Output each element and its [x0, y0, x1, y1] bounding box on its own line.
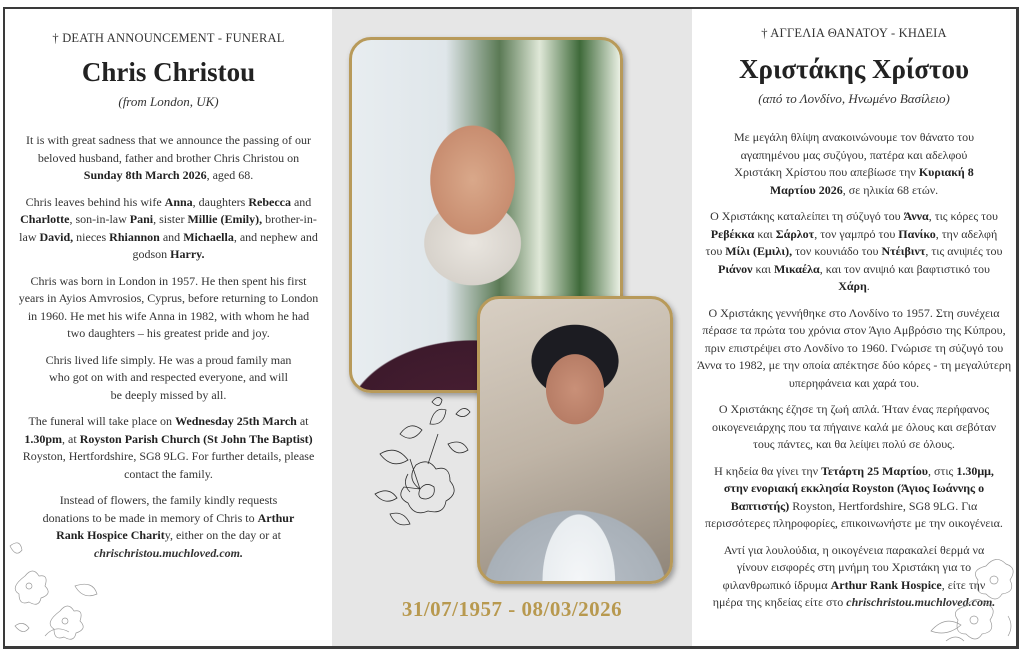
- life-paragraph: Ο Χριστάκης γεννήθηκε στο Λονδίνο το 1957. Στη συνέχεια πέρασε τα πρώτα του χρόνια στον Άγιο Αμβρόσιο της Κύπρου, πριν επιστρέψει στο Λονδίνο το 1960. Γνώρισε τη σύζυγό του Άννα το 1982, με την οποία απέκτησε δύο κόρες - τη μεγαλύτερη υπερηφάνεια και χαρά του.: [696, 305, 1012, 390]
- announcement-kicker: † DEATH ANNOUNCEMENT - FUNERAL: [52, 31, 285, 45]
- passing-paragraph: Με μεγάλη θλίψη ανακοινώνουμε τον θάνατο του αγαπημένου μας συζύγου, πατέρα και αδελφού Χριστάκη Χρίστου που απεβίωσε την Κυριακή 8 Μαρτίου 2026, σε ηλικία 68 ετών.: [733, 130, 975, 197]
- photo-panel: [332, 9, 692, 646]
- floral-line-art-icon: [360, 394, 480, 544]
- deceased-name: Chris Christou: [81, 57, 256, 87]
- floral-decoration-icon: [926, 536, 1016, 646]
- deceased-name: Χριστάκης Χρίστου: [739, 54, 969, 84]
- memorial-website-link[interactable]: chrischristou.muchloved.com.: [846, 595, 996, 609]
- announcement-frame: [3, 7, 1019, 649]
- character-paragraph: Ο Χριστάκης έζησε τη ζωή απλά. Ήταν ένας περήφανος οικογενειάρχης που τα πήγαινε καλά με όλους και σεβόταν τους πάντες, και θα λείψει πολύ σε όλους.: [711, 402, 997, 451]
- memorial-website-link[interactable]: chrischristou.muchloved.com.: [93, 545, 243, 560]
- life-paragraph: Chris was born in London in 1957. He then spent his first years in Ayios Amvrosios, Cyprus, before returning to London in 1960. He met his wife Anna in 1982, with whom he had two daughters – his greatest pride and joy.: [18, 273, 319, 340]
- funeral-paragraph: The funeral will take place on Wednesday 25th March at 1.30pm, at Royston Parish Church (St John The Baptist) Royston, Hertfordshire, SG8 9LG. For further details, please contact the family.: [22, 414, 315, 481]
- family-paragraph: Ο Χριστάκης καταλείπει τη σύζυγό του Άννα, τις κόρες του Ρεβέκκα και Σάρλοτ, τον γαμπρό του Πανίκο, την αδελφή του Μίλι (Εμιλι), τον κουνιάδο του Ντέιβιντ, τις ανιψιές του Ριάνον και Μικαέλα, και τον ανιψιό και βαφτιστικό του Χάρη.: [705, 209, 1003, 293]
- english-body: [5, 132, 332, 562]
- greek-column: [692, 9, 1016, 646]
- funeral-paragraph: Η κηδεία θα γίνει την Τετάρτη 25 Μαρτίου, στις 1.30μμ, στην ενοριακή εκκλησία Royston (Άγιος Ιωάννης ο Βαπτιστής) Royston, Hertfordshire, SG8 9LG. Για περισσότερες πληροφορίες, επικοινωνήστε με την οικογένεια.: [705, 463, 1003, 530]
- english-column: [5, 9, 332, 646]
- date-of-death: Κυριακή 8 Μαρτίου 2026: [769, 165, 974, 197]
- passing-paragraph: It is with great sadness that we announce the passing of our beloved husband, father and brother Chris Christou on Sunday 8th March 2026, aged 68.: [26, 133, 311, 182]
- origin: (from London, UK): [118, 94, 219, 109]
- origin: (από το Λονδίνο, Ηνωμένο Βασίλειο): [758, 91, 950, 106]
- announcement-kicker: † ΑΓΓΕΛΙΑ ΘΑΝΑΤΟΥ - ΚΗΔΕΙΑ: [761, 26, 947, 40]
- donations-paragraph: Instead of flowers, the family kindly requests donations to be made in memory of Chris to Arthur Rank Hospice Charity, either on the day or at chrischristou.muchloved.com.: [42, 493, 295, 560]
- family-paragraph: Chris leaves behind his wife Anna, daughters Rebecca and Charlotte, son-in-law Pani, sister Millie (Emily), brother-in-law David, nieces Rhiannon and Michaella, and nephew and godson Harry.: [19, 194, 318, 261]
- character-paragraph: Chris lived life simply. He was a proud family man who got on with and respected everyone, and will be deeply missed by all.: [45, 352, 292, 402]
- young-portrait-photo: [477, 296, 673, 584]
- life-dates: 31/07/1957 - 08/03/2026: [401, 597, 623, 621]
- floral-decoration-icon: [5, 516, 100, 646]
- donations-paragraph: Αντί για λουλούδια, η οικογένεια παρακαλεί θερμά να γίνουν εισφορές στη μνήμη του Χριστάκη για το φιλανθρωπικό ίδρυμα Arthur Rank Hospice, είτε την ημέρα της κηδείας είτε στο chrischristou.muchloved.com.: [712, 542, 996, 609]
- date-of-death: Sunday 8th March 2026: [83, 168, 207, 182]
